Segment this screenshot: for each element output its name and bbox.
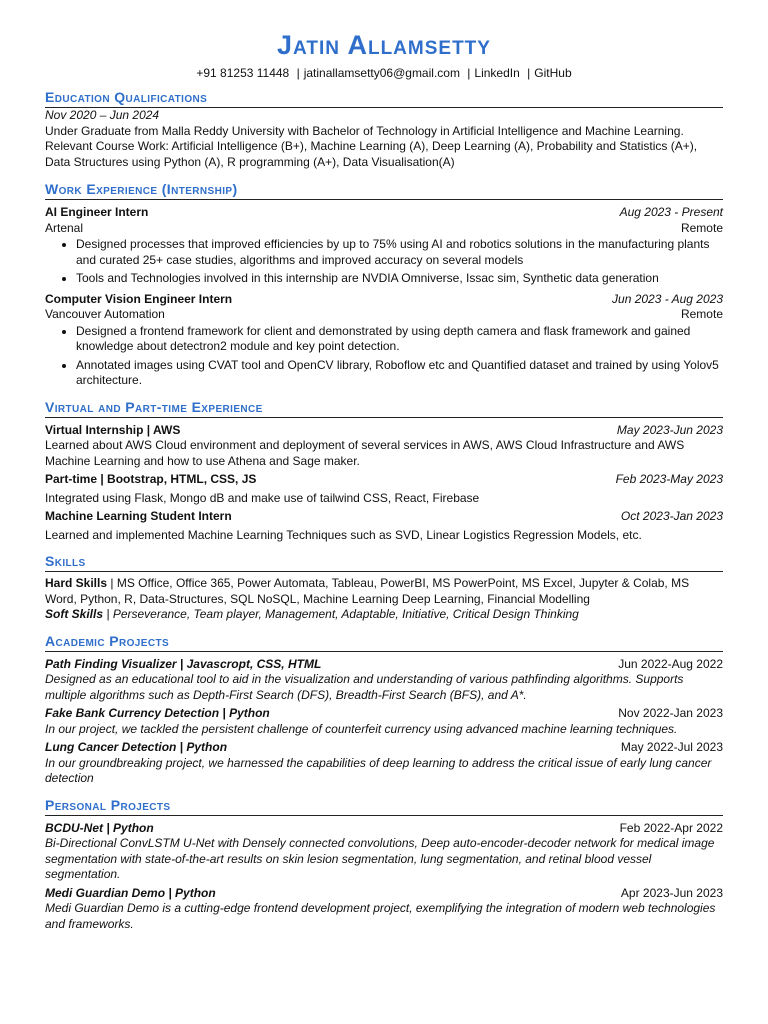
virtual-heading: Part-time | Bootstrap, HTML, CSS, JS — [45, 472, 257, 486]
soft-skills-list: Perseverance, Team player, Management, Adaptable, Initiative, Critical Design Thinking — [112, 607, 579, 621]
education-section-title: Education Qualifications — [45, 89, 723, 108]
education-degree: Under Graduate from Malla Reddy University with Bachelor of Technology in Artificial Intelligence and Machine Learning. — [45, 123, 684, 138]
job-bullet: • Designed a frontend framework for client and demonstrated by using depth camera and flask framework and gained knowledge about detectron2 module and key point detection. — [76, 324, 723, 355]
academic-heading: Fake Bank Currency Detection | Python — [45, 706, 270, 720]
job-role: Computer Vision Engineer Intern — [45, 291, 233, 306]
hard-skills-list: MS Office, Office 365, Power Automata, Tableau, PowerBI, MS PowerPoint, MS Excel, Jupyter & Colab, MS Word, Python, R, Data-Structures, SQL NoSQL, Machine Learning Deep Learning, Financial Modelling — [45, 576, 690, 606]
job-company: Artenal — [45, 220, 84, 235]
hard-skills-separator: | — [107, 576, 117, 590]
virtual-section-title: Virtual and Part-time Experience — [45, 399, 723, 418]
skills-section-title: Skills — [45, 553, 723, 572]
job-location: Remote — [680, 220, 723, 235]
candidate-name: Jatin Allamsetty — [277, 30, 491, 60]
education-coursework: Relevant Course Work: Artificial Intelligence (B+), Machine Learning (A), Deep Learning (A), Probability and Statistics (A+), Data Structures using Python (A), R programming (A+), Data Visualisation(A) — [45, 139, 698, 169]
virtual-desc: Learned about AWS Cloud environment and deployment of several services in AWS, AWS Cloud Infrastructure and AWS Machine Learning and how to use Athena and Sage maker. — [45, 438, 685, 468]
job-dates: Aug 2023 - Present — [619, 205, 723, 219]
job-bullets — [45, 237, 723, 287]
job-entry — [45, 292, 723, 389]
academic-desc: Designed as an educational tool to aid in the visualization and understanding of various pathfinding algorithms. Supports multiple algorithms such as Depth-First Search (DFS), Breadth-First Search (BFS), and A*. — [45, 672, 684, 702]
hard-skills — [45, 576, 723, 607]
personal-desc: Medi Guardian Demo is a cutting-edge frontend development project, exemplifying the integration of modern web technologies and frameworks. — [45, 901, 716, 931]
email-link[interactable]: jatinallamsetty06@gmail.com — [303, 66, 460, 80]
academic-desc: In our groundbreaking project, we harnessed the capabilities of deep learning to address the critical issue of early lung cancer detection — [45, 755, 712, 785]
contact-separator: | — [467, 66, 471, 80]
academic-dates: May 2022-Jul 2023 — [620, 740, 723, 754]
personal-heading: BCDU-Net | Python — [45, 820, 154, 835]
personal-section-title: Personal Projects — [45, 797, 723, 816]
academic-heading: Lung Cancer Detection | Python — [45, 740, 228, 754]
job-company: Vancouver Automation — [45, 307, 165, 321]
virtual-heading: Virtual Internship | AWS — [45, 422, 181, 437]
personal-dates: Feb 2022-Apr 2022 — [619, 820, 723, 835]
academic-heading: Path Finding Visualizer | Javascropt, CSS, HTML — [45, 656, 322, 671]
linkedin-link[interactable]: LinkedIn — [474, 66, 520, 80]
job-role: AI Engineer Intern — [45, 205, 149, 219]
soft-skills-separator: | — [103, 607, 113, 621]
job-entry — [45, 205, 723, 287]
personal-entry — [45, 886, 723, 933]
job-bullet: • Annotated images using CVAT tool and OpenCV library, Roboflow etc and Quantified dataset and trained by using Yolov5 architecture. — [76, 358, 723, 389]
education-dates: Nov 2020 – Jun 2024 — [45, 108, 160, 122]
soft-skills-label: Soft Skills — [45, 607, 104, 621]
soft-skills — [45, 607, 723, 623]
virtual-entry — [45, 423, 723, 470]
virtual-entry — [45, 472, 723, 506]
academic-entry — [45, 657, 723, 704]
job-bullet: • Designed processes that improved efficiencies by up to 75% using AI and robotics solutions in the manufacturing plants and curated 25+ case studies, algorithms and improved accuracy on several models — [76, 237, 723, 268]
academic-dates: Jun 2022-Aug 2022 — [618, 656, 723, 671]
job-dates: Jun 2023 - Aug 2023 — [612, 291, 723, 306]
virtual-desc: Integrated using Flask, Mongo dB and make use of tailwind CSS, React, Firebase — [45, 490, 480, 505]
academic-entry — [45, 706, 723, 737]
hard-skills-label: Hard Skills — [45, 576, 108, 590]
virtual-dates: Oct 2023-Jan 2023 — [620, 509, 723, 523]
academic-section-title: Academic Projects — [45, 633, 723, 652]
virtual-dates: May 2023-Jun 2023 — [616, 422, 723, 437]
virtual-dates: Feb 2023-May 2023 — [615, 472, 723, 486]
virtual-heading: Machine Learning Student Intern — [45, 509, 232, 523]
job-bullet: • Tools and Technologies involved in this internship are NVDIA Omniverse, Issac sim, Synthetic data generation — [76, 271, 723, 287]
job-bullets — [45, 324, 723, 389]
personal-dates: Apr 2023-Jun 2023 — [620, 885, 723, 900]
virtual-desc: Learned and implemented Machine Learning Techniques such as SVD, Linear Logistics Regression Models, etc. — [45, 527, 642, 542]
contact-line — [45, 66, 723, 80]
academic-desc: In our project, we tackled the persistent challenge of counterfeit currency using advanced machine learning techniques. — [45, 721, 678, 736]
phone-number: +91 81253 11448 — [196, 66, 290, 80]
contact-separator: | — [527, 66, 531, 80]
academic-dates: Nov 2022-Jan 2023 — [618, 706, 723, 720]
virtual-entry — [45, 509, 723, 543]
personal-heading: Medi Guardian Demo | Python — [45, 885, 216, 900]
personal-desc: Bi-Directional ConvLSTM U-Net with Densely connected convolutions, Deep auto-encoder-decoder network for medical image segmentation with state-of-the-art results on skin lesion segmentation, lung segmentation, and retinal blood vessel segmentation. — [45, 836, 715, 881]
job-location: Remote — [680, 307, 723, 321]
github-link[interactable]: GitHub — [534, 66, 572, 80]
academic-entry — [45, 740, 723, 787]
work-section-title: Work Experience (Internship) — [45, 181, 723, 200]
personal-entry — [45, 821, 723, 883]
contact-separator: | — [296, 66, 300, 80]
